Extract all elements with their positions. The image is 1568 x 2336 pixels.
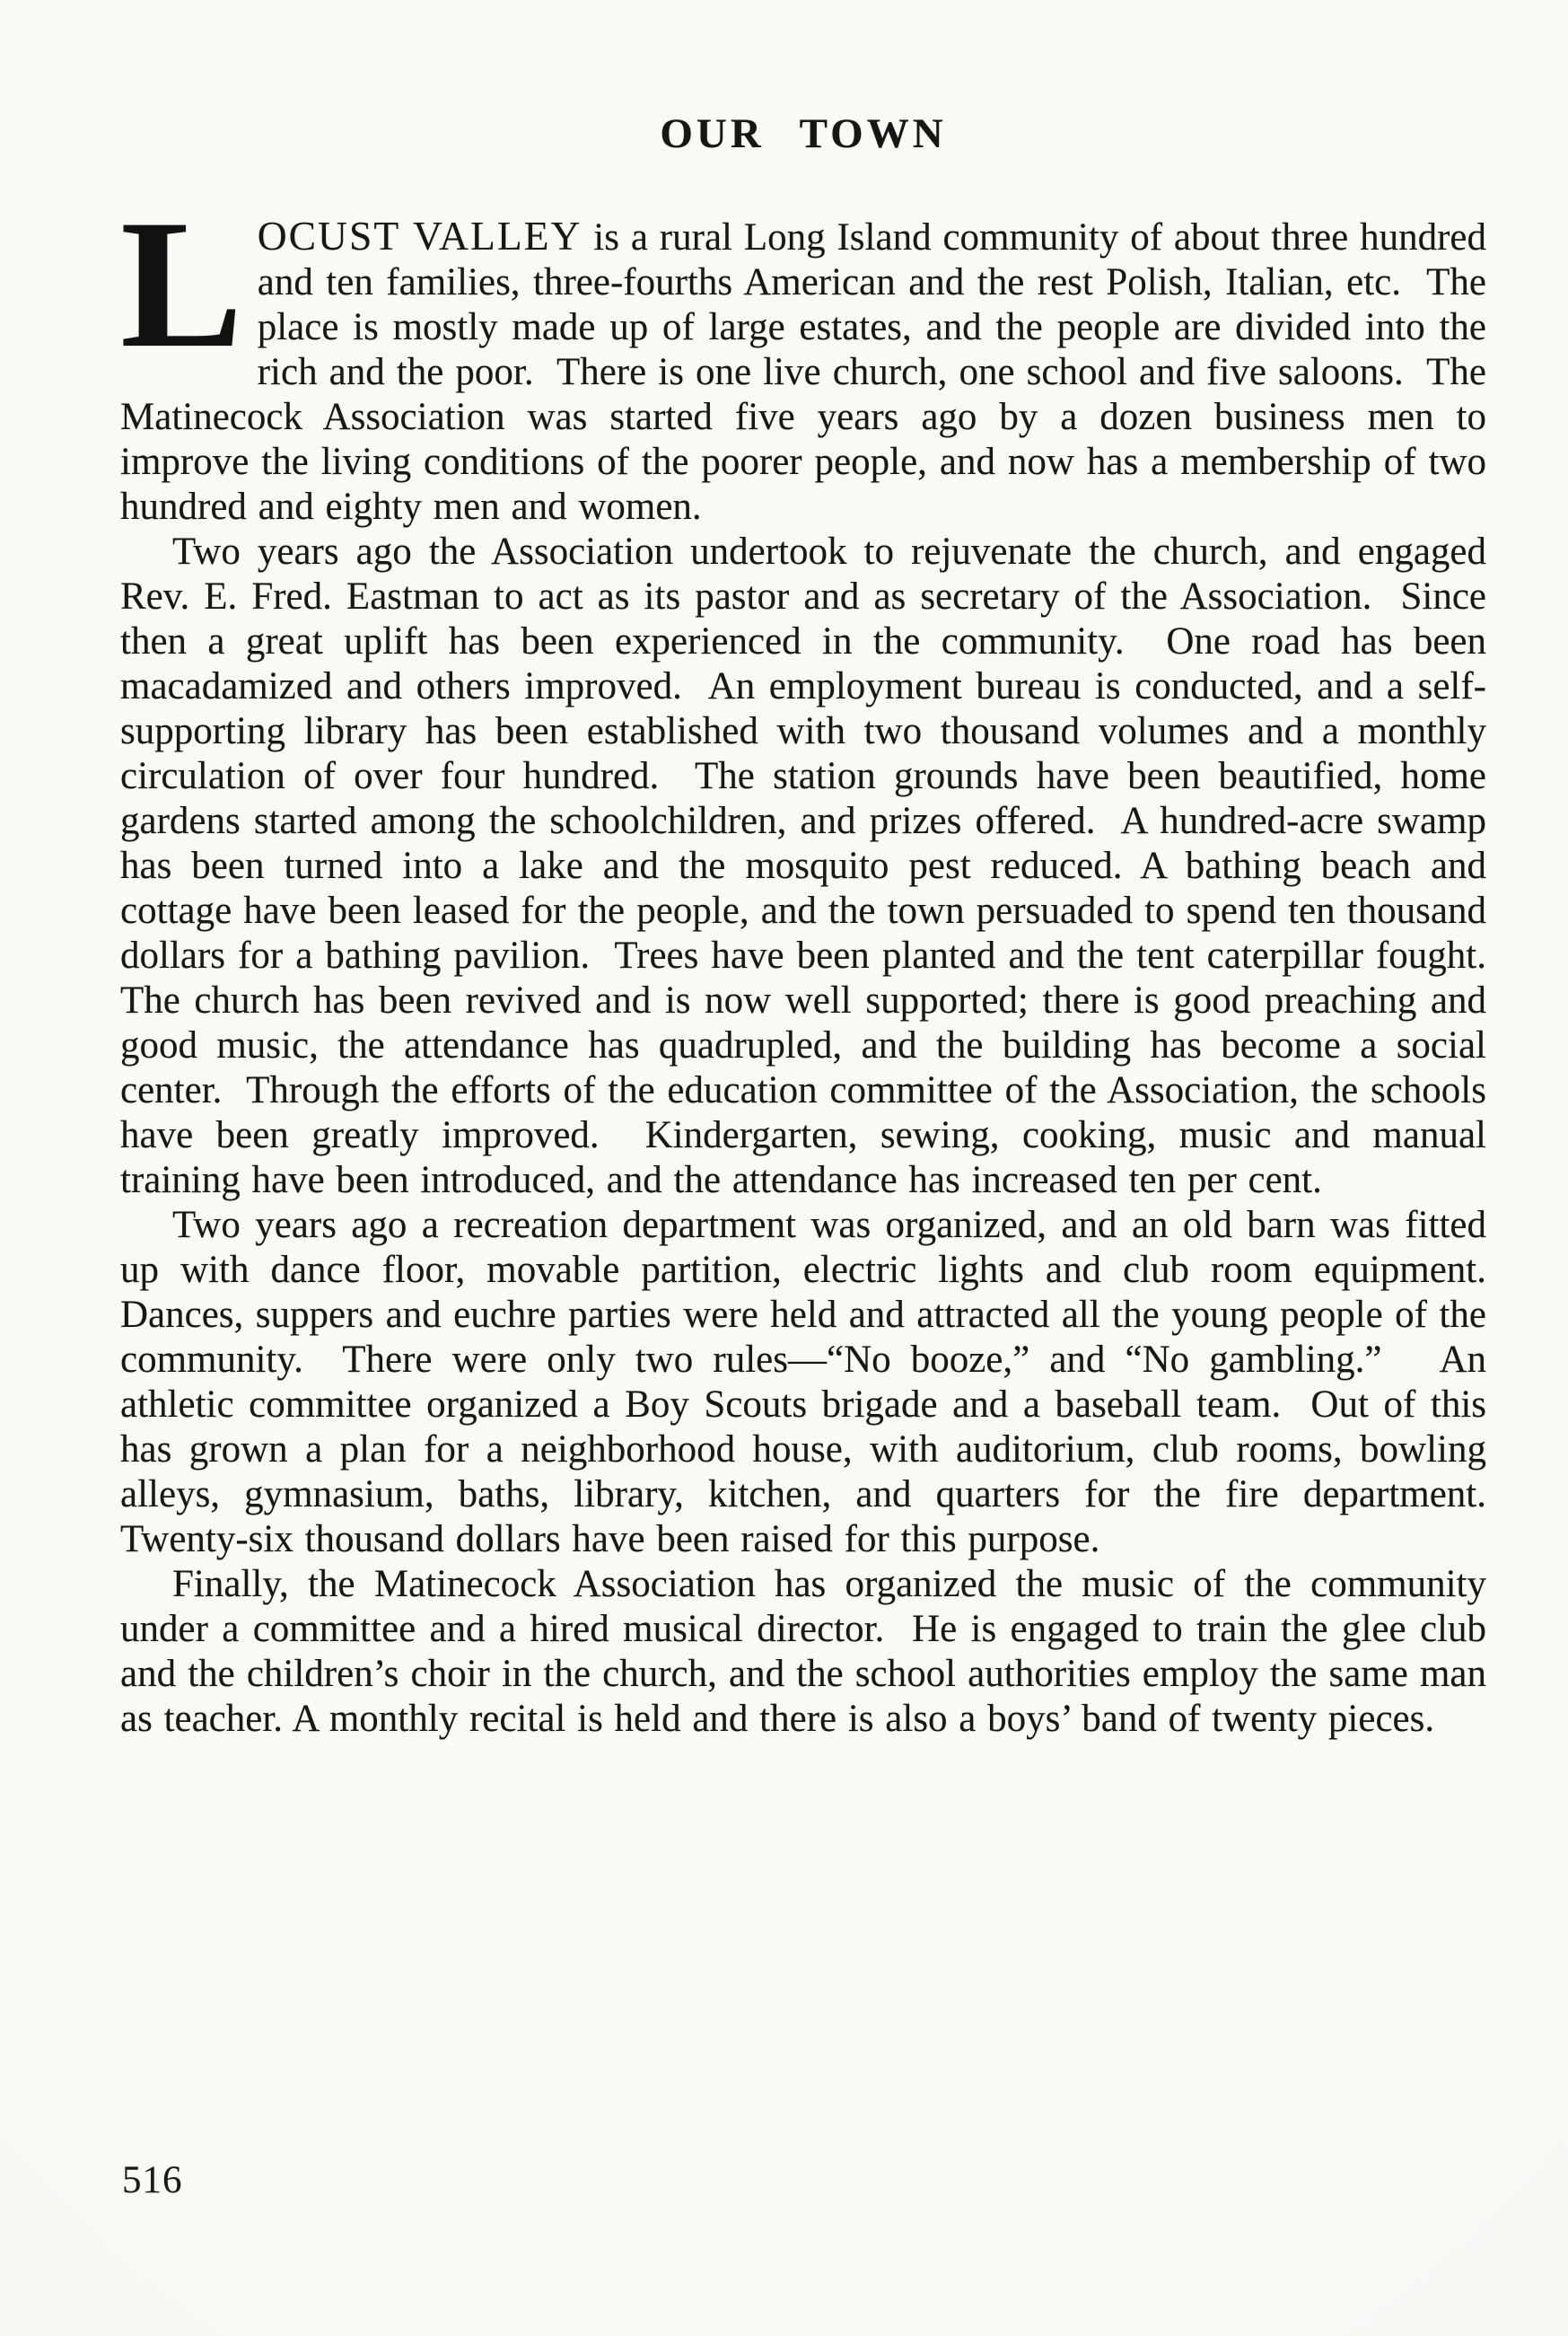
opening-words: OCUST VALLEY bbox=[257, 213, 583, 259]
paragraph-4: Finally, the Matinecock Association has organized the music of the community under a committee and a hired musical director. He is engaged to train the glee club and the children’s choir in the church, and the school authorities employ the same man as teacher. A monthly recital is held and there is also a boys’ band of twenty pieces. bbox=[120, 1563, 1498, 1740]
page-number: 516 bbox=[122, 2159, 183, 2201]
page-content bbox=[120, 0, 1510, 1742]
page-title: OUR TOWN bbox=[660, 110, 947, 157]
paragraph-3: Two years ago a recreation department was organized, and an old barn was fitted up with dance floor, movable partition, electric lights and club room equipment. Dances, suppers and euchre parties were held and attracted all the young people of the community. There were only two rules—“No booze,” and “No gambling.” An athletic committee organized a Boy Scouts brigade and a baseball team. Out of this has grown a plan for a neighborhood house, with auditorium, club rooms, bowling alleys, gymnasium, baths, library, kitchen, and quarters for the fire department. Twenty-six thousand dollars have been raised for this purpose. bbox=[120, 1204, 1510, 1560]
paragraph-2: Two years ago the Association undertook to rejuvenate the church, and engaged Rev. E. Fred. Eastman to act as its pastor and as secretary of the Association. Since then a great uplift has been experienced in the community. One road has been macadamized and others improved. An employment bureau is conducted, and a self-supporting library has been established with two thousand volumes and a monthly circulation of over four hundred. The station grounds have been beautified, home gardens started among the schoolchildren, and prizes offered. A hundred-acre swamp has been turned into a lake and the mosquito pest reduced. A bathing beach and cottage have been leased for the people, and the town persuaded to spend ten thousand dollars for a bathing pavilion. Trees have been planted and the tent caterpillar fought. The church has been revived and is now well supported; there is good preaching and good music, the attendance has quadrupled, and the building has become a social center. Through the efforts of the education committee of the Association, the schools have been greatly improved. Kindergarten, sewing, cooking, music and manual training have been introduced, and the attendance has increased ten per cent. bbox=[120, 531, 1510, 1201]
paragraph-1 bbox=[120, 182, 1498, 530]
paragraph-1-text: is a rural Long Island community of about three hundred and ten families, three-fourths American and the rest Polish, Italian, etc. The place is mostly made up of large estates, and the people are divided into the rich and the poor. There is one live church, one school and five saloons. The Matinecock Association was started five years ago by a dozen business men to improve the living conditions of the poorer people, and now has a membership of two hundred and eighty men and women. bbox=[120, 216, 1498, 528]
drop-cap-letter: L bbox=[120, 182, 243, 386]
